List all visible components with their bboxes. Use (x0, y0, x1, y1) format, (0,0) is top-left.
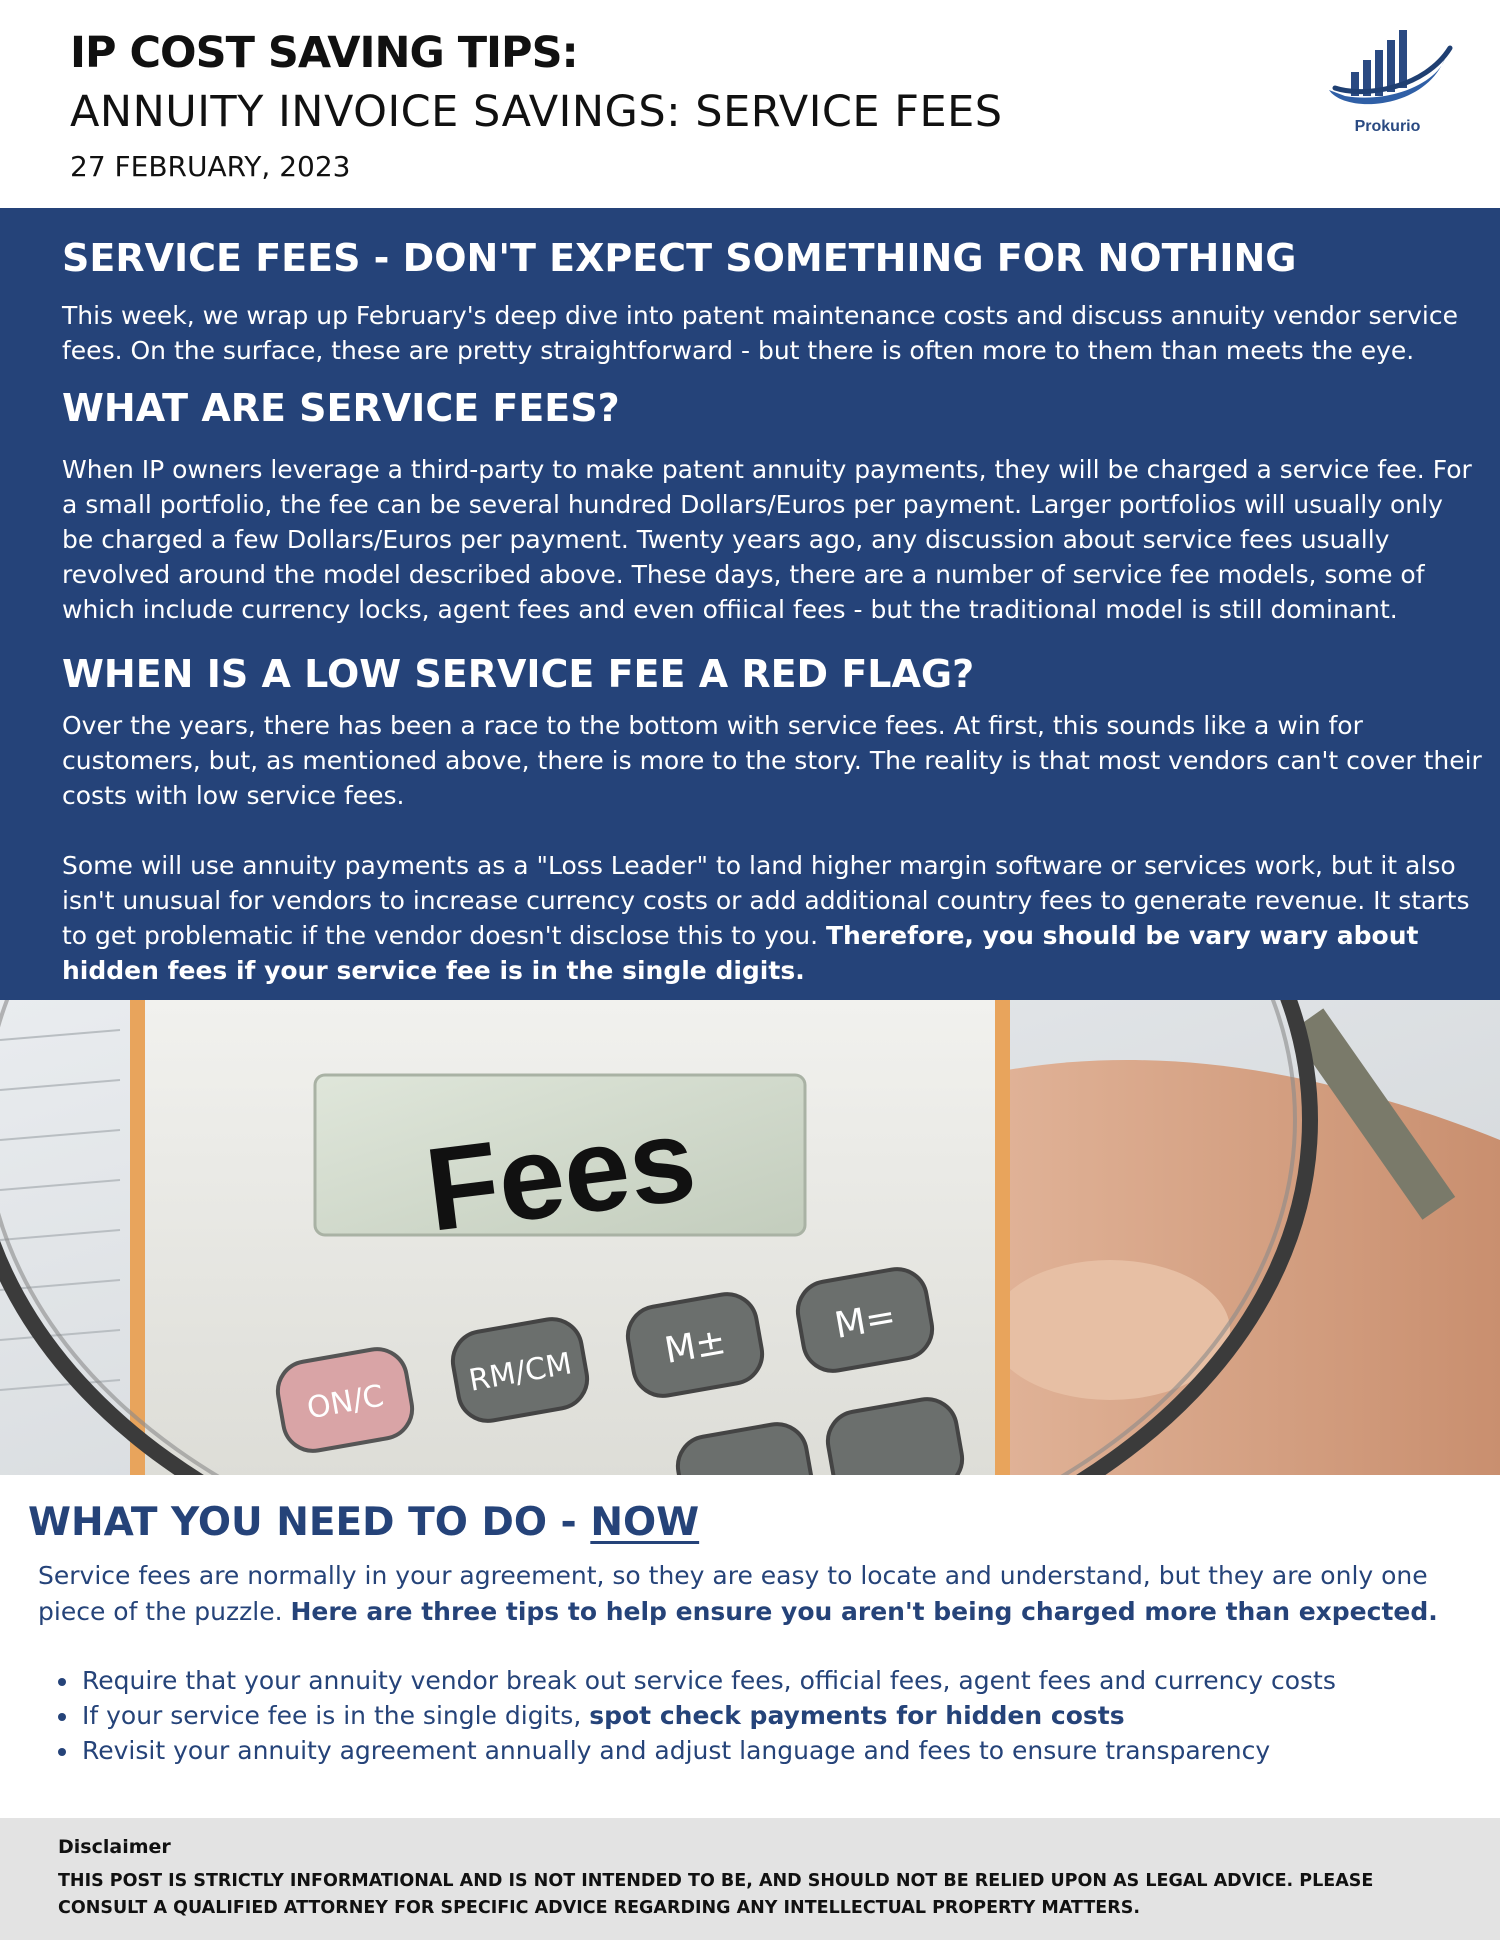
section-body-what-are: When IP owners leverage a third-party to make patent annuity payments, they will be charged a service fee. For a small portfolio, the fee can be several hundred Dollars/Euros per payment. Larger portfolios will usually only be charged a few Dollars/Euros per payment. Twenty years ago, any discussion about service fees usually revolved around the model described above. These days, there are a number of service fee models, some of which include currency locks, agent fees and even offiical fees - but the traditional model is still dominant. (62, 455, 1472, 624)
tip-text: If your service fee is in the single digits, (82, 1701, 590, 1730)
list-item (38, 1698, 1336, 1733)
list-item (38, 1663, 1336, 1698)
intro-panel (0, 208, 1500, 1000)
tips-list (38, 1663, 1336, 1768)
bar-chart-logo-icon (1315, 18, 1460, 123)
page-title: IP COST SAVING TIPS: (70, 28, 578, 78)
section-heading-red-flag: WHEN IS A LOW SERVICE FEE A RED FLAG? (62, 652, 975, 696)
section-body-red-flag: Over the years, there has been a race to the bottom with service fees. At first, this sounds like a win for customers, but, as mentioned above, there is more to the story. The reality is that most vendors can't cover their costs with low service fees. (62, 711, 1482, 810)
tip-text: Require that your annuity vendor break out service fees, official fees, agent fees and currency costs (82, 1666, 1336, 1695)
page-subtitle: ANNUITY INVOICE SAVINGS: SERVICE FEES (70, 87, 1003, 137)
loss-leader-warning: Therefore, you should be vary wary about hidden fees if your service fee is in the single digits. (62, 921, 1419, 985)
action-intro-text: Service fees are normally in your agreement, so they are easy to locate and understand, but they are only one piece of the puzzle. (38, 1561, 1428, 1626)
action-intro (38, 1558, 1478, 1630)
section-heading-what-are: WHAT ARE SERVICE FEES? (62, 386, 620, 430)
tip-text: Revisit your annuity agreement annually and adjust language and fees to ensure transparency (82, 1736, 1271, 1765)
lcd-fees-text: Fees (419, 1093, 703, 1257)
disclaimer-heading: Disclaimer (58, 1836, 171, 1858)
publish-date: 27 FEBRUARY, 2023 (70, 150, 351, 183)
section-body-service-fees: This week, we wrap up February's deep dive into patent maintenance costs and discuss annuity vendor service fees. On the surface, these are pretty straightforward - but there is often more to them than meets the eye. (62, 301, 1458, 365)
action-heading (28, 1500, 699, 1545)
key-rm-cm-label: RM/CM (466, 1346, 575, 1399)
list-item (38, 1733, 1336, 1768)
key-on-c-label: ON/C (304, 1378, 387, 1427)
key-m-plus-label: M± (661, 1320, 729, 1372)
key-m-equals-label: M= (831, 1295, 899, 1347)
section-heading-service-fees: SERVICE FEES - DON'T EXPECT SOMETHING FOR NOTHING (62, 236, 1297, 280)
disclaimer-text: THIS POST IS STRICTLY INFORMATIONAL AND IS NOT INTENDED TO BE, AND SHOULD NOT BE RELIED UPON AS LEGAL ADVICE. PLEASE CONSULT A QUALIFIED ATTORNEY FOR SPECIFIC ADVICE REGARDING ANY INTELLECTUAL PROPERTY MATTERS. (58, 1871, 1374, 1918)
prokurio-logo (1315, 18, 1460, 143)
loss-leader-text: Some will use annuity payments as a "Loss Leader" to land higher margin software or services work, but it also isn't unusual for vendors to increase currency costs or add additional country fees to generate revenue. It starts to get problematic if the vendor doesn't disclose this to you. (62, 851, 1470, 950)
tip-bold: spot check payments for hidden costs (589, 1701, 1125, 1730)
action-heading-prefix: WHAT YOU NEED TO DO - (28, 1500, 591, 1545)
calculator-photo (0, 1000, 1500, 1475)
logo-wordmark: Prokurio (1354, 118, 1421, 135)
disclaimer-box (0, 1818, 1500, 1940)
action-intro-bold: Here are three tips to help ensure you aren't being charged more than expected. (290, 1597, 1438, 1626)
page-header (0, 0, 1500, 208)
section-body-loss-leader (62, 848, 1482, 988)
action-heading-now: NOW (590, 1500, 700, 1545)
